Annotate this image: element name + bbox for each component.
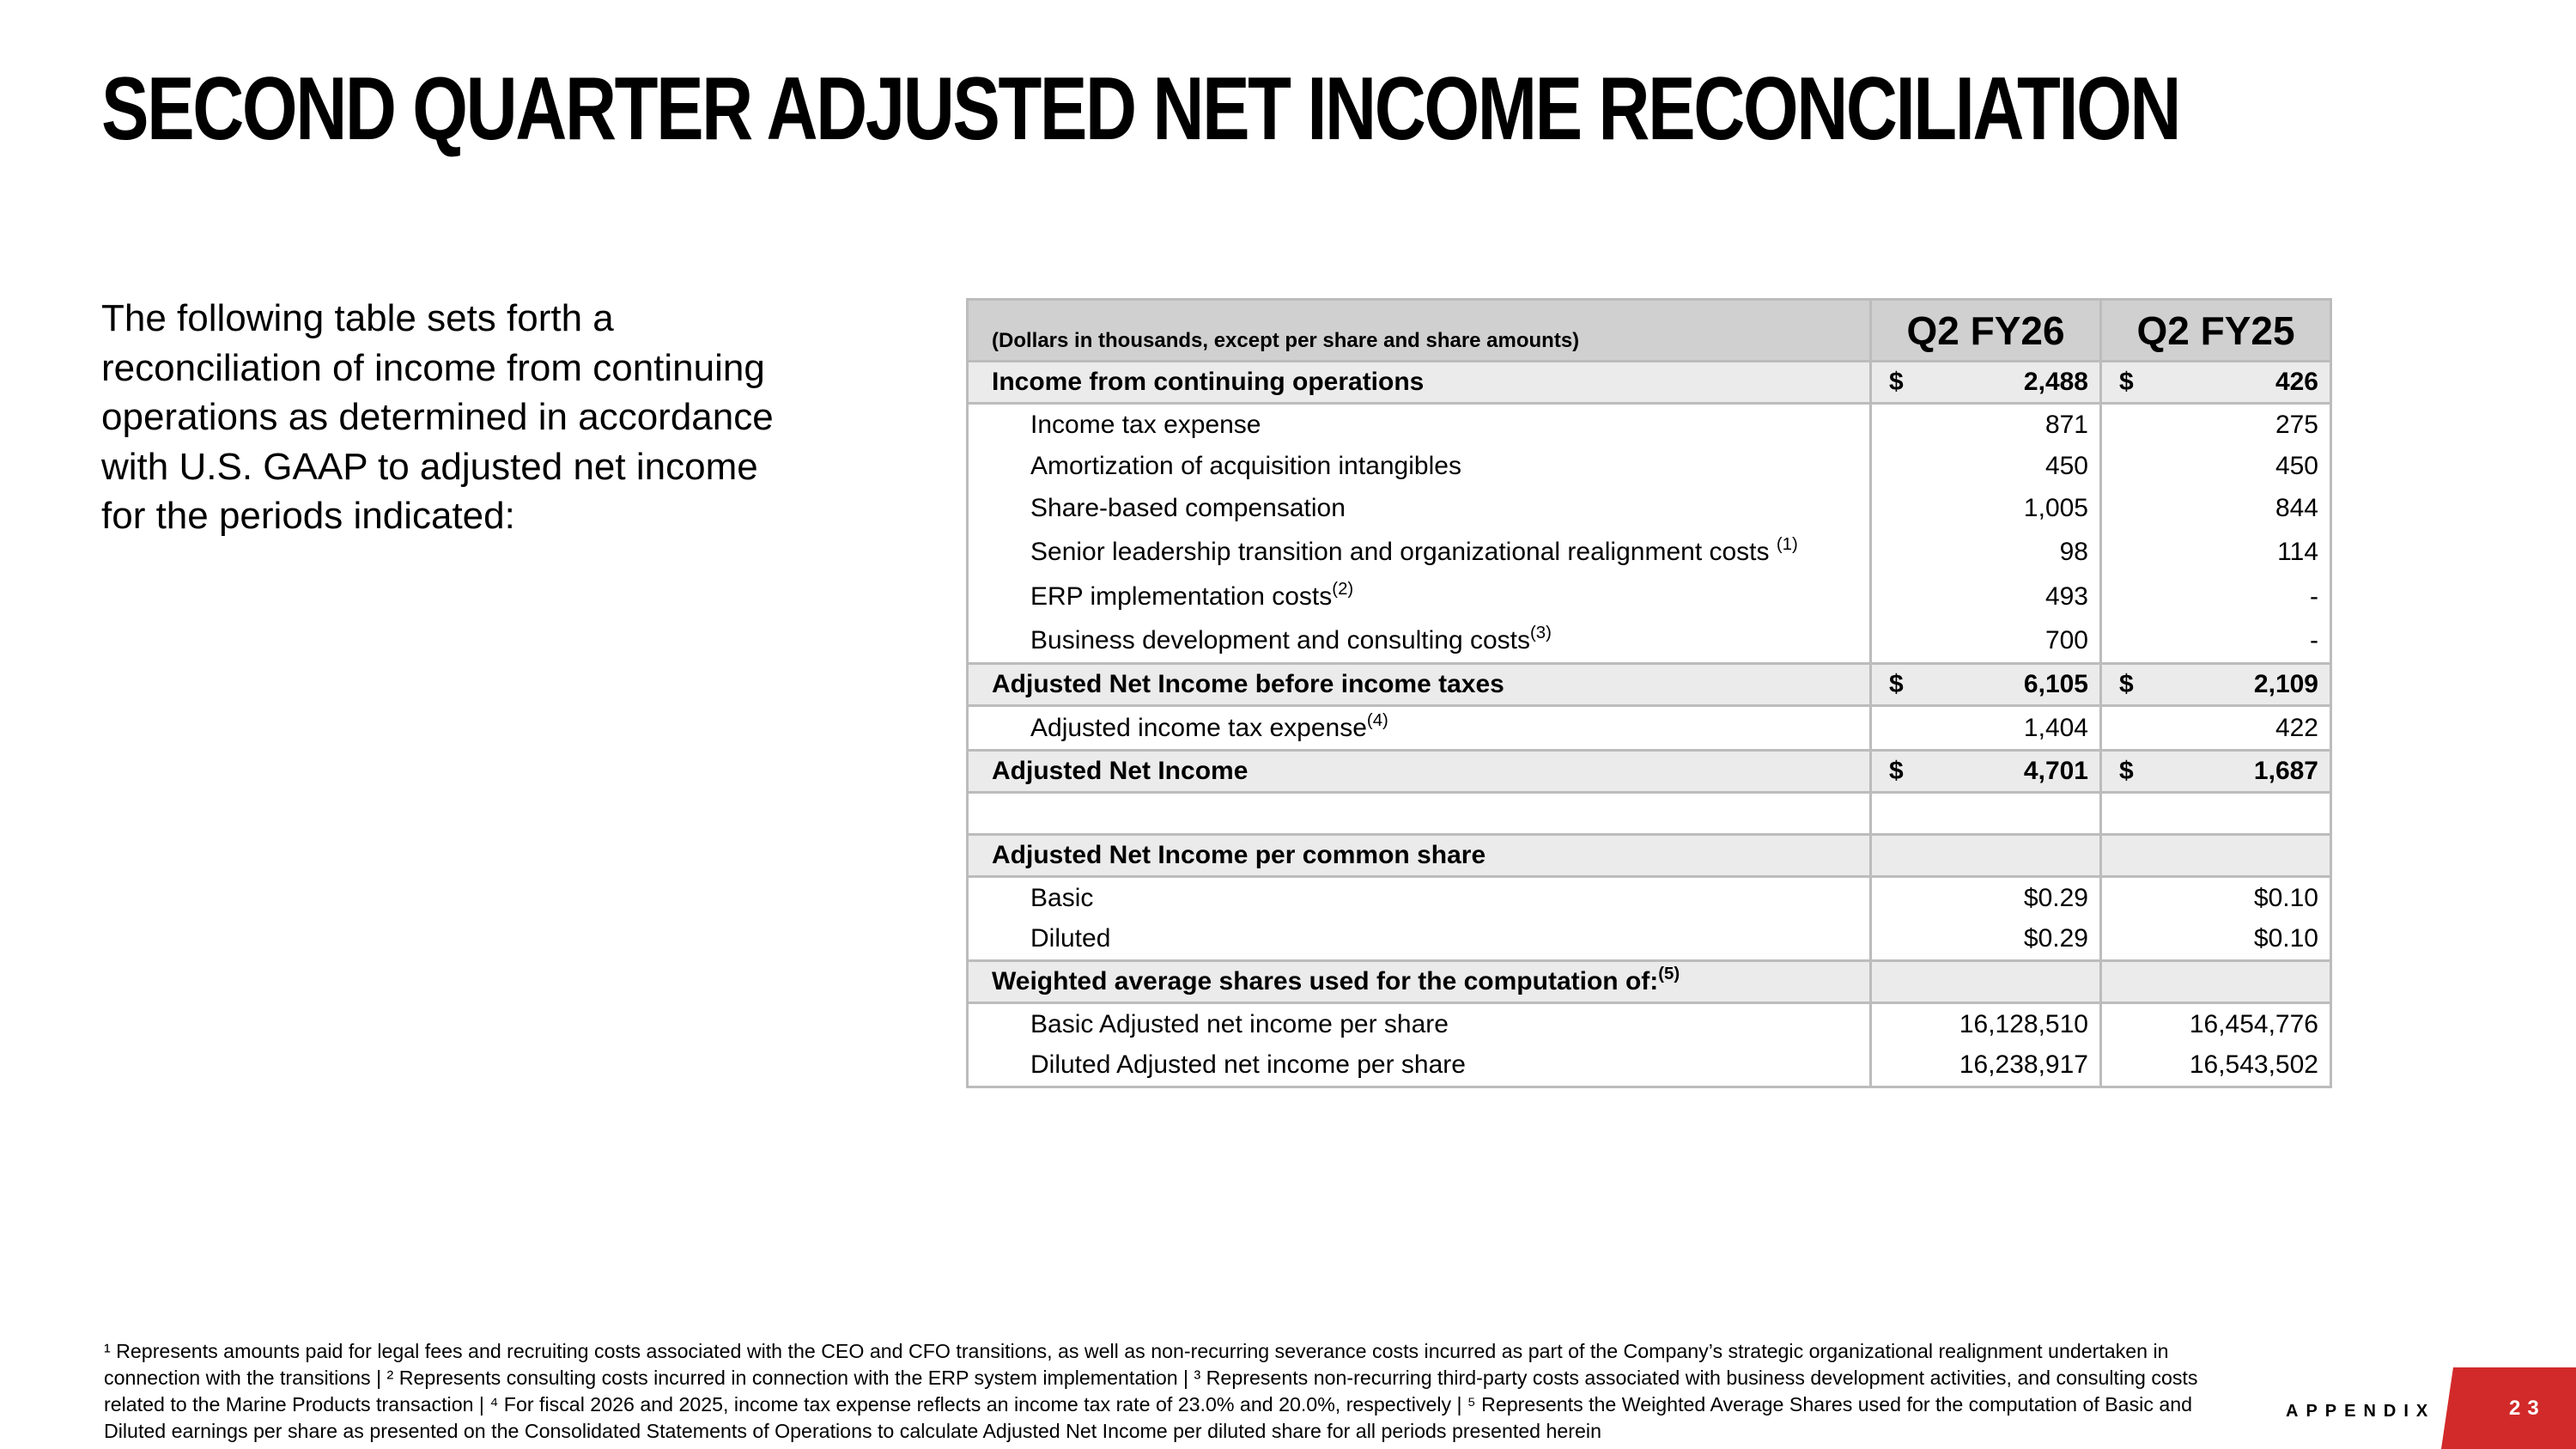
footnote-ref: (3) xyxy=(1530,623,1552,642)
empty-cell xyxy=(1871,793,2101,835)
empty-cell xyxy=(2101,835,2331,877)
reconciliation-table xyxy=(966,298,2332,1088)
row-label xyxy=(968,619,1871,664)
row-label: Income from continuing operations xyxy=(968,362,1871,404)
value-cell: $0.10 xyxy=(2101,877,2331,919)
value: 2,109 xyxy=(2253,670,2318,698)
value: 1,687 xyxy=(2253,757,2318,785)
value-cell: 422 xyxy=(2101,706,2331,751)
currency-symbol: $ xyxy=(1889,368,1904,396)
empty-cell xyxy=(1871,835,2101,877)
row-label-text: Adjusted income tax expense xyxy=(1030,713,1367,742)
appendix-label: APPENDIX xyxy=(2286,1402,2436,1421)
value-cell: - xyxy=(2101,575,2331,619)
empty-cell xyxy=(2101,793,2331,835)
value: 426 xyxy=(2275,368,2318,396)
value-cell xyxy=(1871,362,2101,404)
row-label xyxy=(968,961,1871,1003)
table-row xyxy=(968,835,2331,877)
row-label: Adjusted Net Income before income taxes xyxy=(968,664,1871,706)
value-cell xyxy=(1871,664,2101,706)
intro-text: The following table sets forth a reconciliation of income from continuing operations as determined in accordance with U.S. GAAP to adjusted net income for the periods indicated: xyxy=(101,297,774,537)
row-label: Diluted xyxy=(968,919,1871,961)
row-label xyxy=(968,575,1871,619)
row-label: Share-based compensation xyxy=(968,488,1871,530)
row-label-text: Business development and consulting costs xyxy=(1030,625,1531,654)
value-cell: $0.29 xyxy=(1871,919,2101,961)
row-label xyxy=(968,530,1871,575)
row-label: Adjusted Net Income xyxy=(968,751,1871,793)
value: 4,701 xyxy=(2023,757,2088,785)
currency-symbol: $ xyxy=(2119,757,2134,785)
value-cell: 98 xyxy=(1871,530,2101,575)
value: 6,105 xyxy=(2023,670,2088,698)
value-cell: 16,543,502 xyxy=(2101,1045,2331,1087)
footnotes: ¹ Represents amounts paid for legal fees and recruiting costs associated with the CEO and CFO transitions, as well as non-recurring severance costs incurred as part of the Company’s strategic organizational realignment undertaken in connection with the transitions | ² Represents consulting costs incurred in connection with the ERP system implementation | ³ Represents non-recurring third-party costs associated with business development activities, and consulting costs related to the Marine Products transaction | ⁴ For fiscal 2026 and 2025, income tax expense reflects an income tax rate of 23.0% and 20.0%, respectively | ⁵ Represents the Weighted Average Shares used for the computation of Basic and Diluted earnings per share as presented on the Consolidated Statements of Operations to calculate Adjusted Net Income per diluted share for all periods presented herein xyxy=(104,1340,2198,1442)
table-row xyxy=(968,446,2331,488)
value-cell: 700 xyxy=(1871,619,2101,664)
table-row xyxy=(968,404,2331,446)
column-header-q2-fy26: Q2 FY26 xyxy=(1871,300,2101,362)
value: 2,488 xyxy=(2023,368,2088,396)
table-row xyxy=(968,919,2331,961)
empty-cell xyxy=(968,793,1871,835)
row-label: Diluted Adjusted net income per share xyxy=(968,1045,1871,1087)
table-row xyxy=(968,961,2331,1003)
currency-symbol: $ xyxy=(1889,757,1904,785)
row-label-text: Weighted average shares used for the computation of: xyxy=(992,967,1659,995)
header-note: (Dollars in thousands, except per share and share amounts) xyxy=(968,300,1871,362)
page-number: 23 xyxy=(2509,1397,2546,1420)
value-cell: - xyxy=(2101,619,2331,664)
value-cell: 1,005 xyxy=(1871,488,2101,530)
column-header-q2-fy25: Q2 FY25 xyxy=(2101,300,2331,362)
value-cell: 450 xyxy=(1871,446,2101,488)
value-cell: $0.29 xyxy=(1871,877,2101,919)
table-row xyxy=(968,488,2331,530)
value-cell xyxy=(1871,751,2101,793)
empty-cell xyxy=(2101,961,2331,1003)
value-cell: 871 xyxy=(1871,404,2101,446)
row-label: Amortization of acquisition intangibles xyxy=(968,446,1871,488)
table-row xyxy=(968,1003,2331,1045)
empty-cell xyxy=(1871,961,2101,1003)
value-cell: 493 xyxy=(1871,575,2101,619)
row-label: Basic xyxy=(968,877,1871,919)
value-cell: 16,238,917 xyxy=(1871,1045,2101,1087)
value-cell xyxy=(2101,751,2331,793)
footnote-ref: (4) xyxy=(1366,710,1388,730)
row-label-text: ERP implementation costs xyxy=(1030,581,1333,611)
value-cell: 1,404 xyxy=(1871,706,2101,751)
table-row xyxy=(968,362,2331,404)
row-label: Basic Adjusted net income per share xyxy=(968,1003,1871,1045)
row-label xyxy=(968,706,1871,751)
value-cell: 844 xyxy=(2101,488,2331,530)
currency-symbol: $ xyxy=(2119,368,2134,396)
value-cell: 16,454,776 xyxy=(2101,1003,2331,1045)
page-title: SECOND QUARTER ADJUSTED NET INCOME RECONCILIATION xyxy=(101,59,2180,159)
table-row xyxy=(968,575,2331,619)
currency-symbol: $ xyxy=(1889,670,1904,698)
table-row xyxy=(968,530,2331,575)
footnote-ref: (1) xyxy=(1776,534,1798,554)
table-row xyxy=(968,664,2331,706)
row-label: Income tax expense xyxy=(968,404,1871,446)
value-cell: 16,128,510 xyxy=(1871,1003,2101,1045)
value-cell: $0.10 xyxy=(2101,919,2331,961)
value-cell xyxy=(2101,362,2331,404)
row-label-text: Senior leadership transition and organizational realignment costs xyxy=(1030,537,1770,566)
table-row xyxy=(968,751,2331,793)
footnote-ref: (2) xyxy=(1332,579,1354,599)
table-row xyxy=(968,619,2331,664)
table-row xyxy=(968,877,2331,919)
value-cell xyxy=(2101,664,2331,706)
table-row xyxy=(968,1045,2331,1087)
table-row xyxy=(968,706,2331,751)
value-cell: 450 xyxy=(2101,446,2331,488)
value-cell: 275 xyxy=(2101,404,2331,446)
currency-symbol: $ xyxy=(2119,670,2134,698)
footnote-ref: (5) xyxy=(1658,964,1680,983)
table-header-row xyxy=(968,300,2331,362)
blank-row xyxy=(968,793,2331,835)
row-label: Adjusted Net Income per common share xyxy=(968,835,1871,877)
value-cell: 114 xyxy=(2101,530,2331,575)
